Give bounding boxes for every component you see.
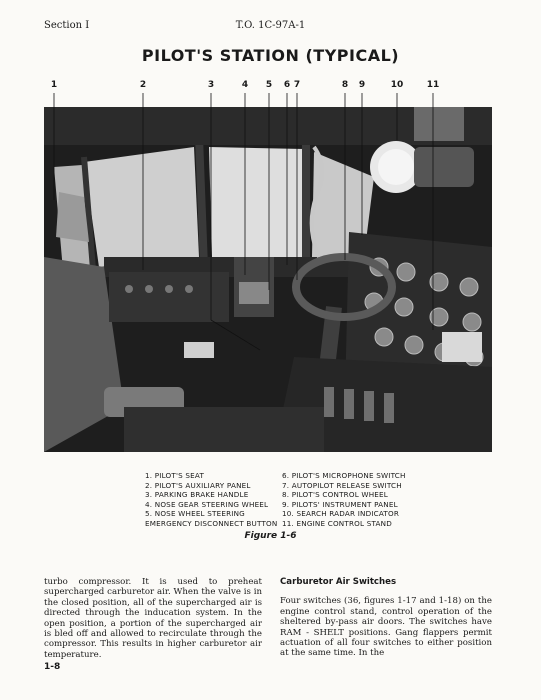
body-text-right: Four switches (36, figures 1-17 and 1-18) on the engine control stand, control operation of the sheltered by-pass air doors. The switches have RAM - SHELT positions. Gang flappers permit actuation of all four switches to either position at the same time. In the	[280, 596, 492, 659]
legend-item-1: 1. PILOT'S SEAT	[145, 471, 205, 480]
legend-item-7: 7. AUTOPILOT RELEASE SWITCH	[282, 480, 402, 490]
cockpit-photo	[44, 107, 492, 452]
legend-item-8: 8. PILOT'S CONTROL WHEEL	[282, 490, 388, 500]
callout-5: 5	[265, 80, 273, 90]
legend-item-4: 4. NOSE GEAR STEERING WHEEL	[145, 499, 269, 509]
legend-item-9: 9. PILOTS' INSTRUMENT PANEL	[282, 499, 398, 509]
legend-right-column	[282, 471, 406, 529]
legend-item-5-cont: EMERGENCY DISCONNECT BUTTON	[145, 518, 278, 528]
body-text-left: turbo compressor. It is used to preheat supercharged carburetor air. When the valve is in the closed position, all of the supercharged air is directed through the inducation system. In the open position, a portion of the supercharged air is bled off and allowed to recirculate through the compressor. This results in higher carburetor air temperature.	[44, 577, 262, 660]
document-id: T.O. 1C-97A-1	[235, 20, 306, 31]
body-text-right-column	[280, 577, 492, 659]
legend-item-5: 5. NOSE WHEEL STEERING	[145, 509, 245, 519]
legend-item-11: 11. ENGINE CONTROL STAND	[282, 518, 392, 528]
legend-item-6: 6. PILOT'S MICROPHONE SWITCH	[282, 471, 406, 480]
callout-6: 6	[283, 80, 291, 90]
figure-caption: Figure 1-6	[244, 531, 297, 541]
legend-item-2: 2. PILOT'S AUXILIARY PANEL	[145, 480, 251, 490]
callout-1: 1	[50, 80, 58, 90]
callout-3: 3	[207, 80, 215, 90]
section-label: Section I	[44, 20, 90, 31]
callout-8: 8	[341, 80, 349, 90]
callout-2: 2	[139, 80, 147, 90]
callout-9: 9	[358, 80, 366, 90]
legend-left-column	[145, 471, 278, 529]
callout-11: 11	[426, 80, 440, 90]
page-title: PILOT'S STATION (TYPICAL)	[141, 46, 400, 65]
legend-item-3: 3. PARKING BRAKE HANDLE	[145, 490, 249, 500]
callout-4: 4	[241, 80, 249, 90]
callout-10: 10	[390, 80, 404, 90]
section-heading: Carburetor Air Switches	[280, 577, 397, 587]
callout-numbers	[0, 80, 541, 110]
cockpit-photo-illustration	[44, 107, 492, 452]
page-number: 1-8	[44, 662, 61, 672]
callout-7: 7	[293, 80, 301, 90]
legend-item-10: 10. SEARCH RADAR INDICATOR	[282, 509, 400, 519]
